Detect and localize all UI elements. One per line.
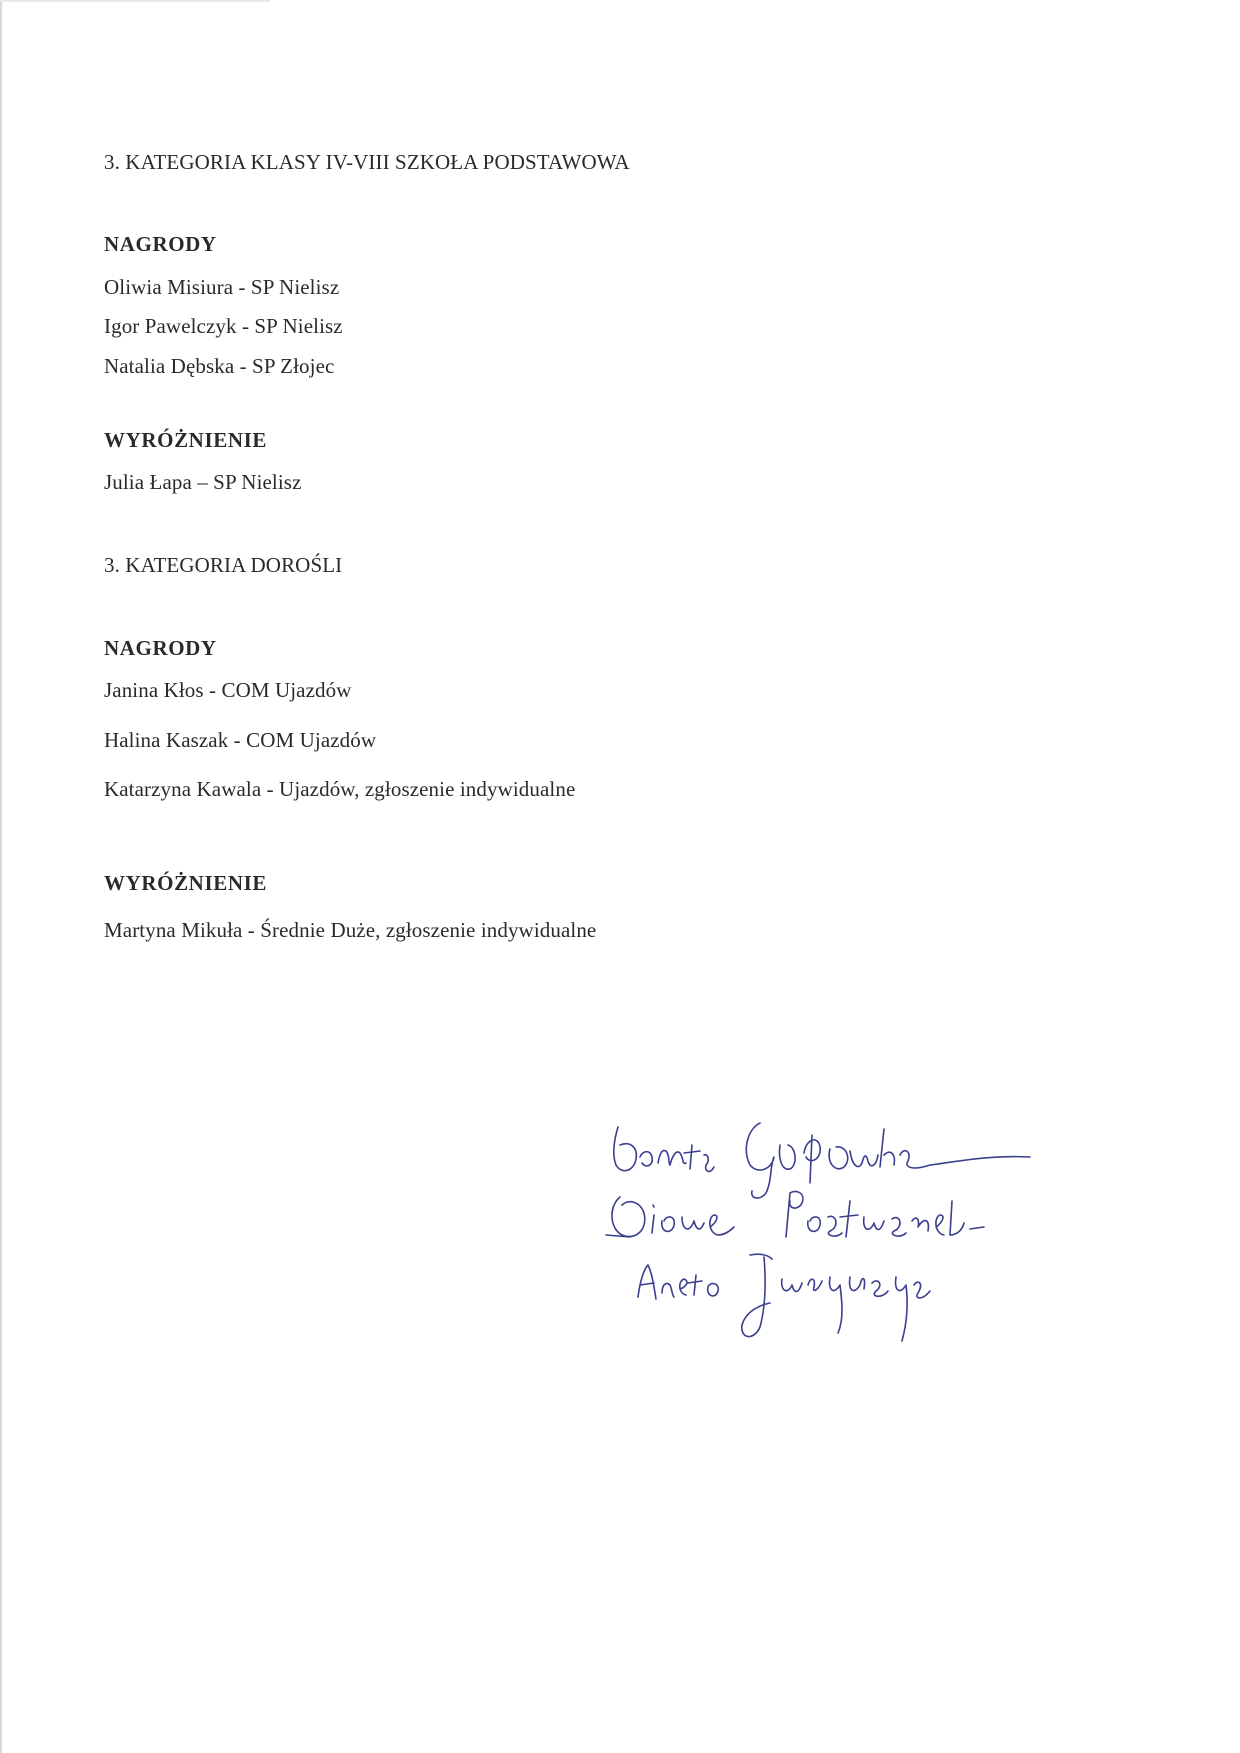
wyroznienie-entry: Julia Łapa – SP Nielisz	[104, 470, 302, 494]
nagroda-entry: Katarzyna Kawala - Ujazdów, zgłoszenie indywidualne	[104, 777, 576, 801]
section-heading-dorosli: 3. KATEGORIA DOROŚLI	[104, 553, 343, 577]
signature-1	[614, 1123, 1030, 1198]
nagroda-entry: Halina Kaszak - COM Ujazdów	[104, 728, 377, 752]
nagrody-title-dorosli: NAGRODY	[104, 636, 217, 660]
nagrody-title-klasy: NAGRODY	[104, 232, 217, 256]
wyroznienie-title-dorosli: WYRÓŻNIENIE	[104, 871, 267, 895]
section-heading-klasy: 3. KATEGORIA KLASY IV-VIII SZKOŁA PODSTAWOWA	[104, 150, 630, 174]
scan-edge-top	[0, 0, 270, 2]
wyroznienie-entry: Martyna Mikuła - Średnie Duże, zgłoszenie indywidualne	[104, 918, 597, 942]
nagroda-entry: Natalia Dębska - SP Złojec	[104, 354, 335, 378]
nagroda-entry: Oliwia Misiura - SP Nielisz	[104, 275, 340, 299]
signature-2	[606, 1191, 984, 1237]
wyroznienie-title-klasy: WYRÓŻNIENIE	[104, 428, 267, 452]
signature-drawing	[600, 1105, 1100, 1365]
signature-3	[638, 1254, 930, 1341]
nagroda-entry: Igor Pawelczyk - SP Nielisz	[104, 314, 343, 338]
handwritten-signatures	[600, 1105, 1100, 1365]
nagroda-entry: Janina Kłos - COM Ujazdów	[104, 678, 352, 702]
scan-edge-left	[0, 0, 2, 1753]
